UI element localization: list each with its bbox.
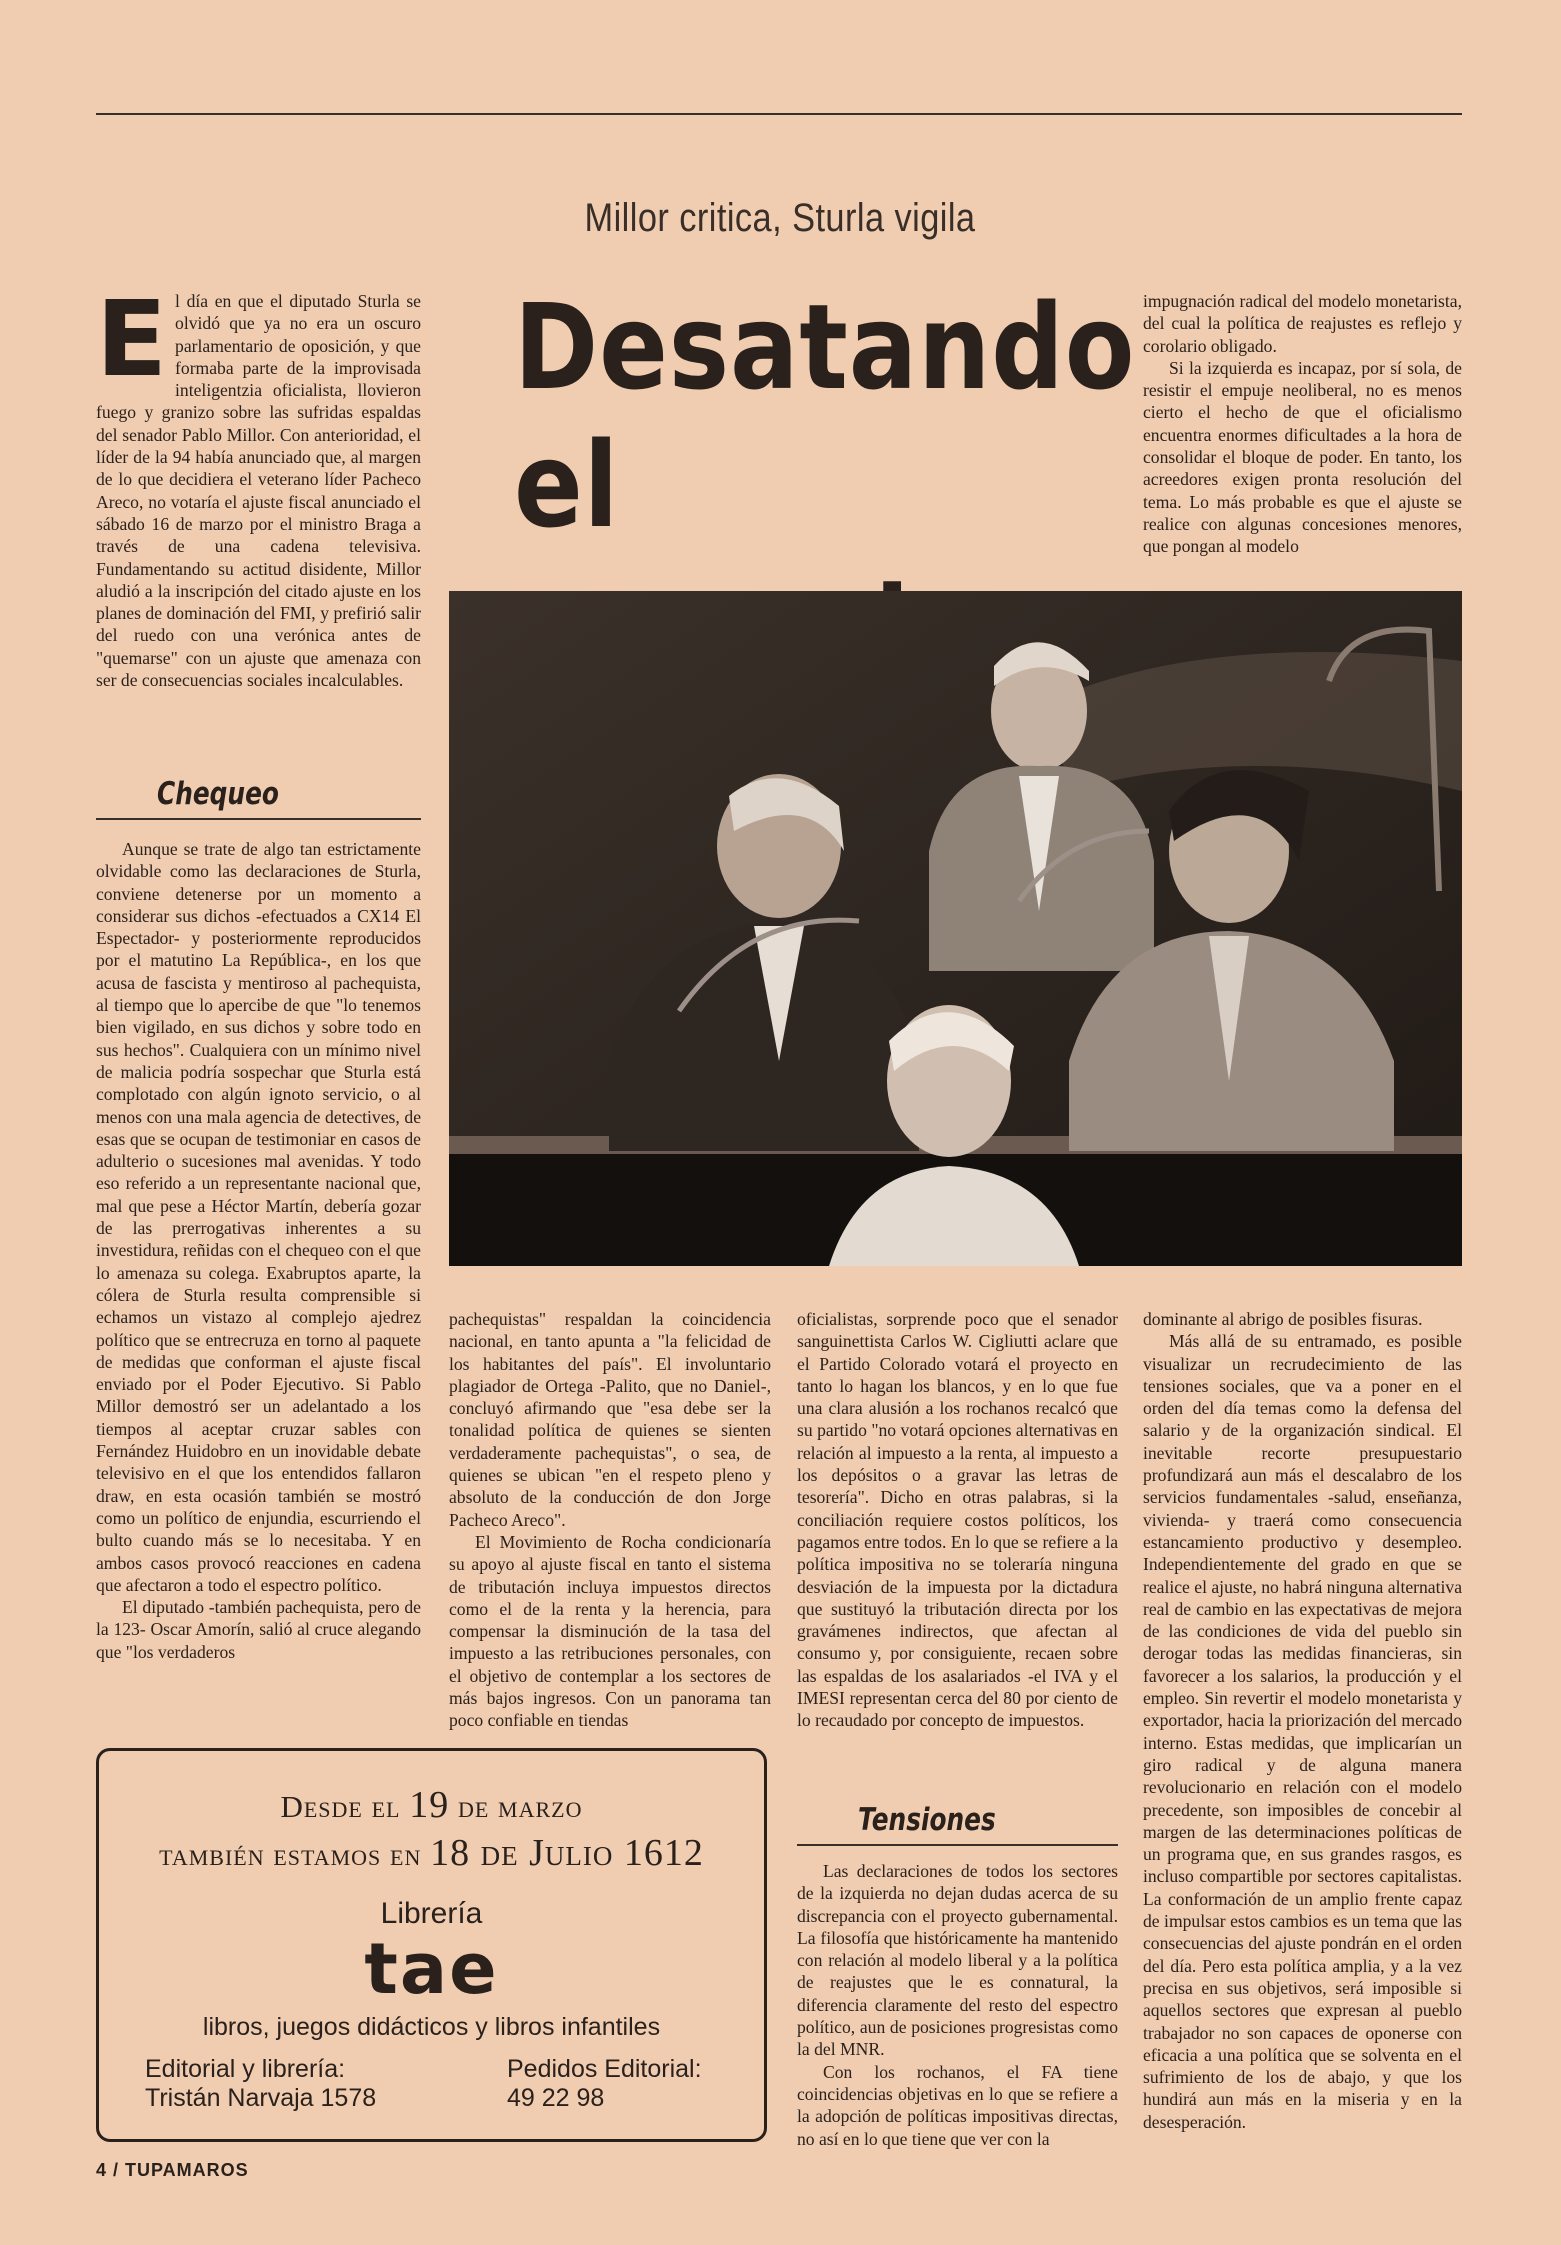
col4top-paragraph-2: Si la izquierda es incapaz, por sí sola, de resistir el empuje neoliberal, no es menos cierto el hecho de que el oficialismo encuentra enormes dificultades a la hora de consolidar el bloque de poder. En tanto, los acreedores exigen pronta resolución del tema. Lo más probable es que el ajuste se realice con algunas concesiones menores, que pongan al modelo [1143,357,1462,557]
ad-left-label: Editorial y librería: [145,2055,346,2083]
col4-paragraph-2: Más allá de su entramado, es posible visualizar un recrudecimiento de las tensiones sociales, que va a poner en el orden del día temas como la defensa del salario y de la organización sindical. El inevitable recorte presupuestario profundizará aun más el descalabro de los servicios fundamentales -salud, enseñanza, vivienda- y traerá como consecuencia estancamiento productivo y desempleo. Independientemente del grado en que se realice el ajuste, no habrá ninguna alternativa real de cambio en las expectativas de mejora de las condiciones de vida del pueblo sin derogar todas las medidas financieras, sin favorecer a los salarios, la producción y el empleo. Sin revertir el modelo monetarista y exportador, hacia la priorización del mercado interno. Estas medidas, que implicarían un giro radical y de alguna manera revolucionario en relación con el modelo precedente, son imposibles de concebir al margen de las determinaciones políticas de un programa que, en sus grandes rasgos, es incluso compartible por sectores capitalistas. La conformación de un amplio frente capaz de impulsar estos cambios es un tema que las consecuencias del ajuste pondrán en el orden del día. Pero esta política amplia, y a la vez precisa en sus objetivos, será imposible si aquellos sectores que expresan al pueblo trabajador no son capaces de oponerse con eficacia a una política que se solventa en el sufrimiento de los de abajo, y que los hundirá aun más en la miseria y en la desesperación. [1143,1331,1462,2132]
ad-libreria: Librería [380,1897,483,1930]
col1-paragraph-1: l día en que el diputado Sturla se olvidó que ya no era un oscuro parlamentario de oposición, y que formaba parte de la improvisada inteligentzia oficialista, llovieron fuego y granizo sobre las sufridas espaldas del senador Pablo Millor. Con anterioridad, el líder de la 94 había anunciado que, al margen de lo que decidiera el veterano líder Pacheco Areco, no votaría el ajuste fiscal anunciado el sábado 16 de marzo por el ministro Braga a través de una cadena televisiva. Fundamentando su actitud disidente, Millor aludió a la inscripción del citado ajuste en los planes de dominación del FMI, y prefirió salir del ruedo con una verónica antes de "quemarse" con un ajuste que amenaza con ser de consecuencias sociales incalculables. [96,291,421,691]
column-1-intro [96,278,421,691]
ad-brand-logo: tae [364,1928,499,2010]
ad-line-1-text-b: de marzo [457,1789,583,1824]
column-4 [1143,1308,1462,2133]
photo-image [449,591,1462,1266]
col1-paragraph-2: Aunque se trate de algo tan estrictamente olvidable como las declaraciones de Sturla, conviene detenerse por un momento a considerar sus dichos -efectuados a CX14 El Espectador- y posteriormente reproducidos por el matutino La República-, en los que acusa de fascista y mentiroso al pachequista, al tiempo que lo apercibe de que "lo tenemos bien vigilado, en sus dichos y sobre todo en sus hechos". Cualquiera con un mínimo nivel de malicia podría sospechar que Sturla está complotado con algún ignoto servicio, o al menos con una mala agencia de detectives, de esas que se ocupan de testimoniar en casos de adulterio o sucesiones mal avenidas. Y todo eso referido a un representante nacional que, mal que pese a Héctor Martín, debería gozar de las prerrogativas inherentes a su investidura, reñidas con el chequeo con el que lo amenaza su colega. Exabruptos aparte, la cólera de Sturla resulta comprensible si echamos un vistazo al complejo ajedrez político que se entrecruza en torno al paquete de medidas que conforman el ajuste fiscal enviado por el Poder Ejecutivo. Si Pablo Millor demostró ser un adelantado a los tiempos al aceptar cruzar sables con Fernández Huidobro en un inovidable debate televisivo en el que los entendidos fallaron draw, en esta ocasión también se mostró como un político de enjundia, escurriendo el bulto cuando más se lo necesitaba. Y en ambos casos provocó reacciones en cadena que afectaron a todo el espectro político. [96,839,421,1595]
ad-tagline: libros, juegos didácticos y libros infantiles [202,2013,661,2041]
bookstore-ad [96,1748,767,2142]
col3-paragraph-1: oficialistas, sorprende poco que el senador sanguinettista Carlos W. Cigliutti aclare que el Partido Colorado votará el proyecto en tanto lo hagan los blancos, y en lo que fue una clara alusión a los rochanos recalcó que su partido "no votará opciones alternativas en relación al impuesto a la renta, al impuesto a los depósitos o a gravar las letras de tesorería". Dicho en otras palabras, si la conciliación requiere costos políticos, los pagamos entre todos. En lo que se refiere a la política impositiva no se toleraría ninguna desviación de la impuesta por la dictadura que sustituyó la tributación directa por los gravámenes indirectos, que afectan al consumo y, por consiguiente, recaen sobre las espaldas de los asalariados -el IVA y el IMESI representan cerca del 80 por ciento de lo recaudado por concepto de impuestos. [797,1309,1118,1731]
ad-line-2-text: también estamos en [159,1837,422,1872]
ad-line-2 [99,1831,764,1875]
ad-right-label: Pedidos Editorial: [507,2055,702,2083]
kicker: Millor critica, Sturla vigila [584,196,976,240]
ad-right [507,2055,702,2113]
subhead-rule [96,818,421,820]
subhead-tensiones: Tensiones [858,1802,996,1838]
ad-right-value: 49 22 98 [507,2084,605,2112]
ad-left-value: Tristán Narvaja 1578 [145,2084,377,2112]
headline-line-1: Desatando [514,278,1136,416]
col4-paragraph-1: dominante al abrigo de posibles fisuras. [1143,1309,1423,1329]
ad-line-2-address: 18 de Julio 1612 [430,1832,704,1874]
column-1-body [96,838,421,1663]
col3-paragraph-3: Con los rochanos, el FA tiene coincidencias objetivas en lo que se refiere a la adopción de políticas impositivas directas, no así en lo que tiene que ver con la [797,2061,1118,2149]
column-3-top [797,1308,1118,1732]
column-3-body [797,1860,1118,2150]
parliament-photo [449,591,1462,1266]
column-4-top [1143,290,1462,558]
ad-contact [145,2055,724,2113]
col3-paragraph-2: Las declaraciones de todos los sectores de la izquierda no dejan dudas acerca de su discrepancia con el proyecto gubernamental. La filosofía que históricamente ha mantenido con relación al modelo liberal y a la política de reajustes que le es connatural, la diferencia claramente del resto del espectro político, aun de posiciones progresistas como la del MNR. [797,1861,1118,2060]
col4top-paragraph-1: impugnación radical del modelo monetarista, del cual la política de reajustes es reflejo y corolario obligado. [1143,291,1462,356]
col2-paragraph-1: pachequistas" respaldan la coincidencia nacional, en tanto apunta a "la felicidad de los habitantes del país". El involuntario plagiador de Ortega -Palito, que no Daniel-, concluyó afirmando que "esa debe ser la tonalidad política de quienes se sienten verdaderamente pachequistas", o sea, de quienes se ubican "en el respeto pleno y absoluto de la conducción de don Jorge Pacheco Areco". [449,1309,771,1530]
column-2 [449,1308,771,1732]
subhead-chequeo: Chequeo [157,776,279,812]
col2-paragraph-2: El Movimiento de Rocha condicionaría su apoyo al ajuste fiscal en tanto el sistema de tributación incluya impuestos directos como el de la renta y la herencia, para compensar la disminución de la tasa del impuesto a las retribuciones personales, con el objetivo de contemplar a los sectores de más bajos ingresos. Con un panorama tan poco confiable en tiendas [449,1531,771,1731]
ad-line-1-date: 19 [409,1784,450,1826]
subhead-rule-2 [797,1844,1118,1846]
drop-cap: E [96,278,168,400]
ad-line-1-text-a: Desde el [280,1789,401,1824]
ad-line-1 [99,1783,764,1827]
top-rule [96,113,1462,115]
page-footer: 4 / TUPAMAROS [96,2160,249,2180]
headline-line-2: el [514,416,620,554]
col1-paragraph-3: El diputado -también pachequista, pero de la 123- Oscar Amorín, salió al cruce alegando que "los verdaderos [96,1597,421,1662]
